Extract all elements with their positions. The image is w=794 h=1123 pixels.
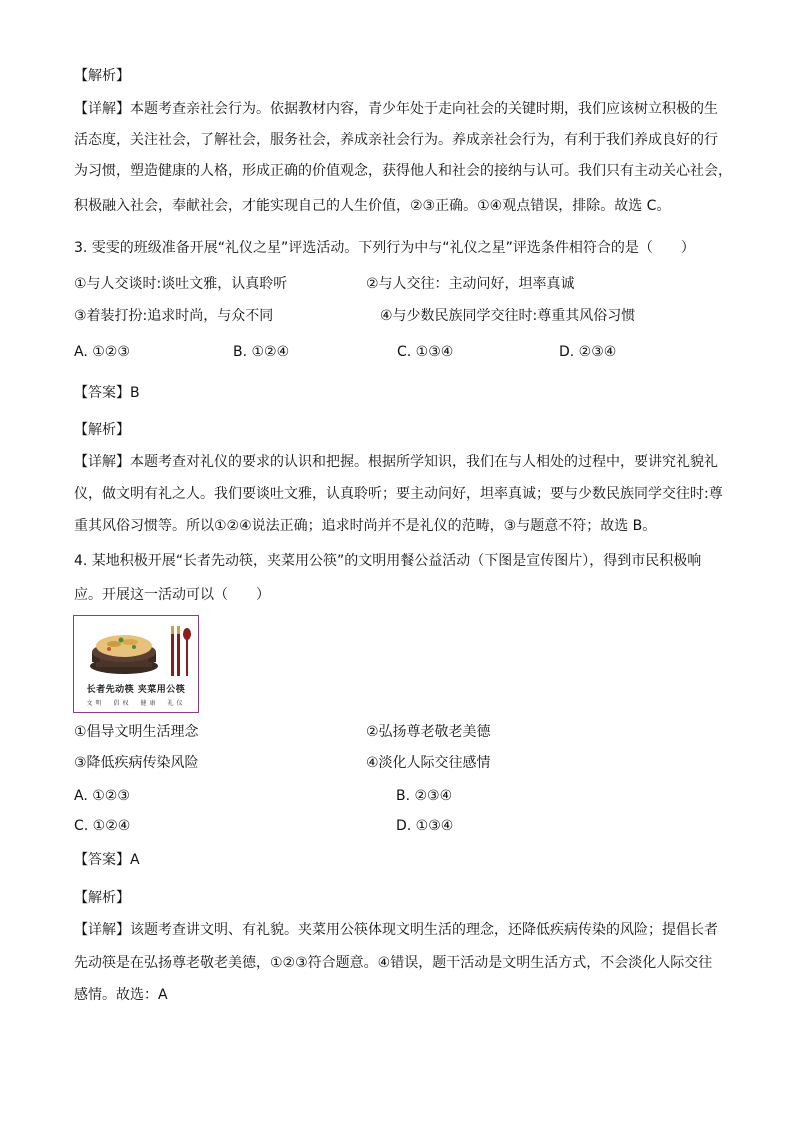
q4-answer-option: B. ②③④ <box>396 788 453 804</box>
promo-poster-image <box>73 615 199 713</box>
text-line: 【解析】 <box>74 422 130 438</box>
text-line: 【答案】A <box>74 852 140 868</box>
poster-subline: 文明 倡权 健康 礼仪 <box>86 700 186 707</box>
q3-statement: ②与人交往：主动问好，坦率真诚 <box>366 276 575 292</box>
q3-answer-option: C. ①③④ <box>397 344 454 360</box>
q3-answer-option: D. ②③④ <box>559 344 617 360</box>
text-line: 【详解】本题考查对礼仪的要求的认识和把握。根据所学知识，我们在与人相处的过程中，要讲究礼貌礼 <box>74 454 718 470</box>
q3-statement: ③着装打扮:追求时尚，与众不同 <box>74 308 274 324</box>
text-line: 4. 某地积极开展“长者先动筷，夹菜用公筷”的文明用餐公益活动（下图是宣传图片），得到市民积极响 <box>74 553 702 569</box>
text-line: 先动筷是在弘扬尊老敬老美德，①②③符合题意。④错误，题干活动是文明生活方式，不会淡化人际交往 <box>74 955 713 971</box>
q3-statement: ④与少数民族同学交往时:尊重其风俗习惯 <box>380 308 636 324</box>
q4-answer-option: A. ①②③ <box>74 788 130 804</box>
text-line: 【详解】该题考查讲文明、有礼貌。夹菜用公筷体现文明生活的理念，还降低疾病传染的风险；提倡长者 <box>74 922 718 938</box>
q4-statement: ③降低疾病传染风险 <box>74 755 199 771</box>
text-line: 【答案】B <box>74 385 140 401</box>
q3-statement: ①与人交谈时:谈吐文雅，认真聆听 <box>74 276 288 292</box>
text-line: 为习惯，塑造健康的人格，形成正确的价值观念，获得他人和社会的接纳与认可。我们只有主动关心社会， <box>74 163 732 179</box>
text-line: 感情。故选：A <box>74 987 168 1003</box>
text-line: 【详解】本题考查亲社会行为。依据教材内容，青少年处于走向社会的关键时期，我们应该树立积极的生 <box>74 101 718 117</box>
q4-statement: ②弘扬尊老敬老美德 <box>366 724 491 740</box>
q3-answer-option: B. ①②④ <box>233 344 290 360</box>
q4-answer-option: C. ①②④ <box>74 818 131 834</box>
text-line: 活态度，关注社会，了解社会，服务社会，养成亲社会行为。养成亲社会行为，有利于我们养成良好的行 <box>74 132 718 148</box>
text-line: 应。开展这一活动可以（ ） <box>74 587 270 603</box>
text-line: 仪，做文明有礼之人。我们要谈吐文雅，认真聆听；要主动问好，坦率真诚；要与少数民族同学交往时:尊 <box>74 486 723 502</box>
text-line: 3. 雯雯的班级准备开展“礼仪之星”评选活动。下列行为中与“礼仪之星”评选条件相符合的是（ ） <box>74 240 695 256</box>
text-line: 积极融入社会，奉献社会，才能实现自己的人生价值，②③正确。①④观点错误，排除。故选 C。 <box>74 198 671 214</box>
hotpot-chopsticks-illustration <box>74 616 198 682</box>
text-line: 重其风俗习惯等。所以①②④说法正确；追求时尚并不是礼仪的范畴，③与题意不符；故选 B。 <box>74 518 657 534</box>
text-line: 【解析】 <box>74 890 130 906</box>
poster-slogan: 长者先动筷 夹菜用公筷 <box>86 685 186 695</box>
text-line: 【解析】 <box>74 68 130 84</box>
q3-answer-option: A. ①②③ <box>74 344 130 360</box>
q4-statement: ①倡导文明生活理念 <box>74 724 199 740</box>
q4-statement: ④淡化人际交往感情 <box>366 755 491 771</box>
q4-answer-option: D. ①③④ <box>396 818 454 834</box>
